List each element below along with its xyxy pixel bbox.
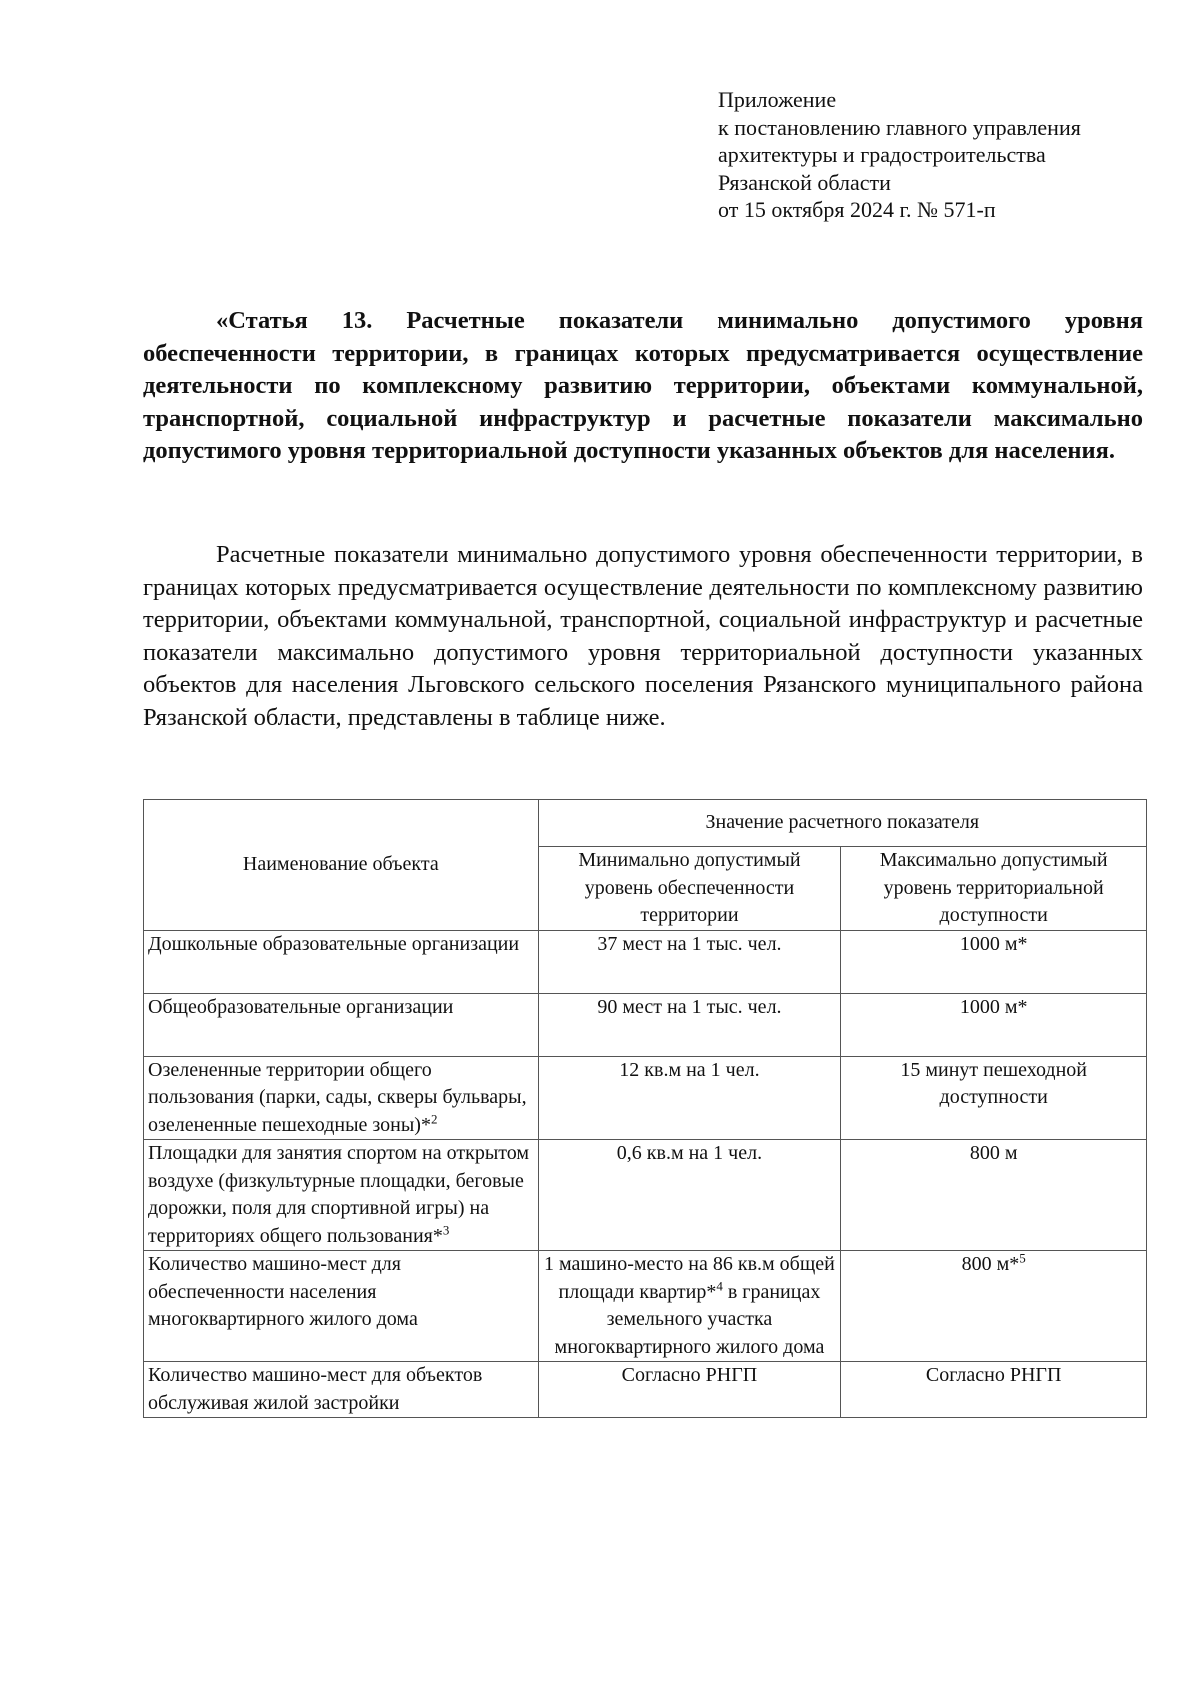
row-max: 1000 м* — [959, 932, 1028, 955]
row-name-cell — [144, 993, 539, 1056]
row-name: Количество машино-мест для обеспеченности населения многоквартирного жилого дома — [148, 1253, 418, 1330]
row-min: 1 машино-место на 86 кв.м общей площади квартир* — [544, 1253, 835, 1303]
article-heading: «Статья 13. Расчетные показатели минимально допустимого уровня обеспеченности территории, в границах которых предусматривается осуществление деятельности по комплексному развитию территории, объектами коммунальной, транспортной, социальной инфраструктур и расчетные показатели максимально допустимого уровня территориальной доступности указанных объектов для населения. — [143, 307, 1143, 464]
appendix-line: архитектуры и градостроительства — [718, 142, 1046, 167]
table-row — [144, 1056, 1147, 1140]
row-min-cell — [538, 1056, 841, 1140]
row-min-cell — [538, 930, 841, 993]
table-header-row — [144, 800, 1147, 847]
row-name-cell — [144, 1056, 539, 1140]
table-row — [144, 1251, 1147, 1362]
row-name: Количество машино-мест для объектов обслуживая жилой застройки — [148, 1364, 483, 1414]
intro-paragraph: Расчетные показатели минимально допустимого уровня обеспеченности территории, в границах которых предусматривается осуществление деятельности по комплексному развитию территории, объектами коммунальной, транспортной, социальной инфраструктур и расчетные показатели максимально допустимого уровня территориальной доступности указанных объектов для населения Льговского сельского поселения Рязанского муниципального района Рязанской области, представлены в таблице ниже. — [143, 541, 1143, 731]
row-min: 0,6 кв.м на 1 чел. — [616, 1142, 763, 1164]
row-max-cell — [841, 1056, 1147, 1140]
row-max-cell — [841, 993, 1147, 1056]
table-row — [144, 993, 1147, 1056]
row-max-cell — [841, 930, 1147, 993]
row-name-cell — [144, 1251, 539, 1362]
row-min-cell — [538, 993, 841, 1056]
appendix-line: от 15 октября 2024 г. № 571-п — [718, 197, 996, 222]
table-row — [144, 1362, 1147, 1418]
appendix-line: Рязанской области — [718, 169, 891, 195]
header-max-access: Максимально допустимый уровень территориальной доступности — [841, 847, 1147, 931]
row-max: 800 м — [969, 1142, 1018, 1164]
appendix-line: к постановлению главного управления — [718, 114, 1081, 140]
table-row — [144, 1140, 1147, 1251]
row-name-cell — [144, 1140, 539, 1251]
row-max-cell — [841, 1362, 1147, 1418]
row-max: 800 м* — [961, 1253, 1020, 1275]
row-min-cell — [538, 1362, 841, 1418]
row-min-cell — [538, 1140, 841, 1251]
header-min-level: Минимально допустимый уровень обеспеченности территории — [538, 847, 841, 931]
appendix-line: Приложение — [718, 87, 837, 112]
row-max: Согласно РНГП — [925, 1364, 1062, 1386]
header-indicator-value: Значение расчетного показателя — [538, 800, 1146, 847]
row-min: Согласно РНГП — [621, 1364, 758, 1386]
row-min: 37 мест на 1 тыс. чел. — [597, 932, 782, 955]
row-min: 12 кв.м на 1 чел. — [619, 1058, 760, 1081]
footnote-mark: 5 — [1019, 1250, 1026, 1266]
footnote-mark: 4 — [716, 1277, 723, 1293]
row-max: 1000 м* — [959, 995, 1028, 1018]
footnote-mark: 3 — [442, 1221, 450, 1237]
row-max-cell — [841, 1251, 1147, 1362]
row-max: 15 минут пешеходной доступности — [900, 1058, 1087, 1108]
indicators-table — [143, 799, 1147, 1418]
table-row — [144, 930, 1147, 993]
appendix-block — [718, 86, 1081, 224]
row-name-cell — [144, 930, 539, 993]
row-max-cell — [841, 1140, 1147, 1251]
row-name-cell — [144, 1362, 539, 1418]
row-min-tail: в границах земельного участка многоквартирного жилого дома — [554, 1280, 825, 1358]
row-min: 90 мест на 1 тыс. чел. — [597, 995, 782, 1018]
row-name: Общеобразовательные организации — [148, 995, 454, 1018]
footnote-mark: 2 — [430, 1110, 438, 1126]
header-object-name: Наименование объекта — [144, 800, 539, 931]
row-name: Площадки для занятия спортом на открытом воздухе (физкультурные площадки, беговые дорожки, поля для спортивной игры) на территориях общего пользования* — [148, 1142, 530, 1247]
row-name: Озелененные территории общего пользования (парки, сады, скверы бульвары, озелененные пешеходные зоны)* — [148, 1058, 527, 1136]
row-min-cell — [538, 1251, 841, 1362]
row-name: Дошкольные образовательные организации — [148, 932, 520, 955]
